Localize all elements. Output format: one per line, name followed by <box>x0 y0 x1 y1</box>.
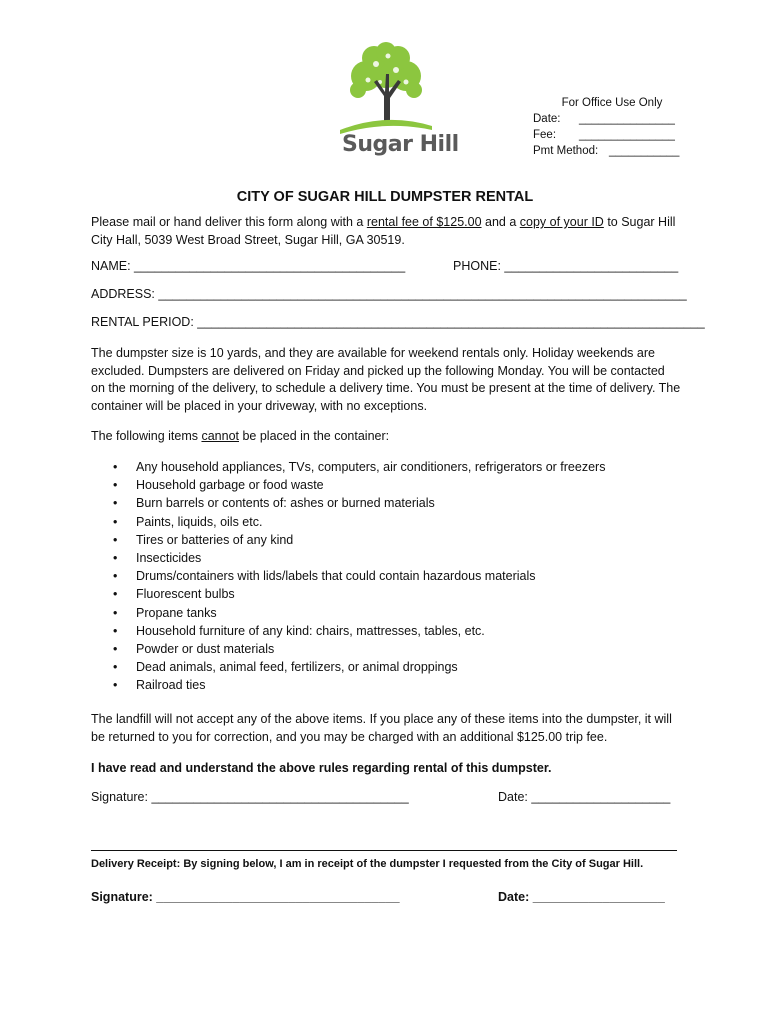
signature-field[interactable]: Signature: _____________________________________ <box>91 790 409 804</box>
logo-text: Sugar Hill <box>342 132 459 157</box>
list-item: • Household furniture of any kind: chairs, mattresses, tables, etc. <box>91 622 681 640</box>
document-title: CITY OF SUGAR HILL DUMPSTER RENTAL <box>236 189 534 205</box>
prohibited-items-list <box>91 458 681 695</box>
rental-period-field[interactable]: RENTAL PERIOD: _________________________________________________________________________ <box>91 315 705 329</box>
list-item: • Tires or batteries of any kind <box>91 531 681 549</box>
dumpster-info-paragraph: The dumpster size is 10 yards, and they are available for weekend rentals only. Holiday weekends are excluded. Dumpsters are delivered on Friday and picked up the following Monday. You will be contacted on the morning of the delivery, to schedule a delivery time. You must be present at the time of delivery. The container will be placed in your driveway, with no exceptions. <box>91 346 681 413</box>
items-intro <box>91 428 681 446</box>
date-field[interactable]: Date: ____________________ <box>498 790 671 804</box>
intro-text-3: to Sugar Hill City Hall, 5039 West Broad Street, Sugar Hill, GA 30519. <box>91 215 676 247</box>
office-use-box <box>533 95 683 159</box>
office-fee-field[interactable]: _______________ <box>579 129 675 141</box>
list-item: • Propane tanks <box>91 604 681 622</box>
office-pmt-field[interactable]: ___________ <box>609 145 680 157</box>
list-item: • Insecticides <box>91 549 681 567</box>
intro-text-2: and a <box>481 215 520 229</box>
phone-field[interactable]: PHONE: _________________________ <box>453 259 679 273</box>
intro-paragraph <box>91 214 681 249</box>
copy-id-text: copy of your ID <box>519 215 604 229</box>
list-item: • Powder or dust materials <box>91 640 681 658</box>
divider-line <box>91 850 677 851</box>
office-date-field[interactable]: _______________ <box>579 113 675 125</box>
list-item: • Burn barrels or contents of: ashes or burned materials <box>91 494 681 512</box>
tree-icon <box>330 40 442 140</box>
sugar-hill-logo <box>330 40 459 160</box>
items-intro-a: The following items <box>91 429 202 443</box>
receipt-signature-field[interactable]: Signature: ___________________________________ <box>91 890 400 904</box>
list-item: • Household garbage or food waste <box>91 476 681 494</box>
address-field[interactable]: ADDRESS: ____________________________________________________________________________ <box>91 287 687 301</box>
acknowledgement: I have read and understand the above rules regarding rental of this dumpster. <box>91 761 552 775</box>
delivery-receipt-text: Delivery Receipt: By signing below, I am in receipt of the dumpster I requested from the City of Sugar Hill. <box>91 858 644 870</box>
list-item: • Dead animals, animal feed, fertilizers, or animal droppings <box>91 658 681 676</box>
name-field[interactable]: NAME: _______________________________________ <box>91 259 406 273</box>
list-item: • Drums/containers with lids/labels that could contain hazardous materials <box>91 567 681 585</box>
receipt-date-field[interactable]: Date: ___________________ <box>498 890 665 904</box>
office-fee-label: Fee: <box>533 129 557 141</box>
list-item: • Any household appliances, TVs, computers, air conditioners, refrigerators or freezers <box>91 458 681 476</box>
landfill-paragraph: The landfill will not accept any of the above items. If you place any of these items into the dumpster, it will be returned to you for correction, and you may be charged with an additional $125.00 trip fee. <box>91 712 672 744</box>
rental-fee-text: rental fee of $125.00 <box>366 215 482 229</box>
office-pmt-label: Pmt Method: <box>533 145 599 157</box>
items-intro-c: be placed in the container: <box>239 429 390 443</box>
office-use-title: For Office Use Only <box>561 97 663 109</box>
list-item: • Railroad ties <box>91 676 681 694</box>
office-date-label: Date: <box>533 113 561 125</box>
cannot-text: cannot <box>201 429 239 443</box>
list-item: • Fluorescent bulbs <box>91 585 681 603</box>
intro-text-1: Please mail or hand deliver this form along with a <box>91 215 367 229</box>
list-item: • Paints, liquids, oils etc. <box>91 513 681 531</box>
